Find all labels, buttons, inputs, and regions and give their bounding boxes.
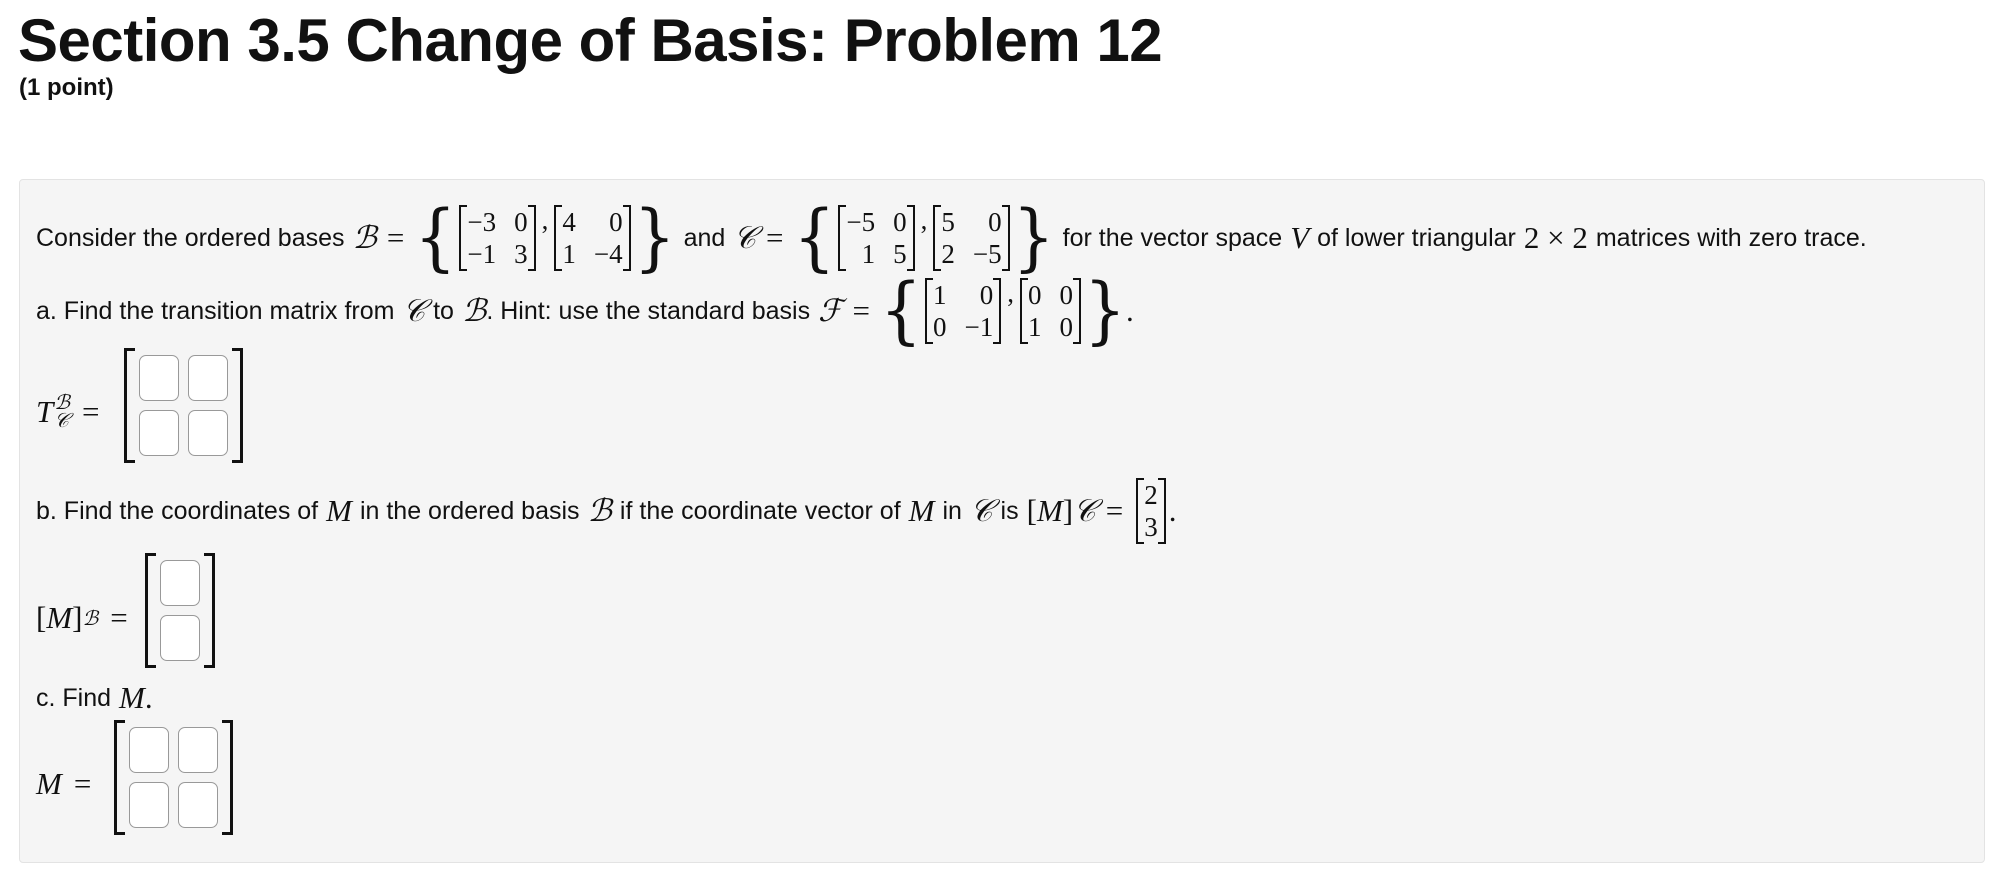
transition-matrix-label: T ℬ 𝒞 = [36, 392, 100, 432]
point-value: (1 point) [19, 74, 114, 101]
transition-matrix-answer [124, 348, 243, 463]
m-cell-1-2[interactable] [178, 727, 218, 773]
part-b-prefix: b. Find the coordinates of [36, 496, 319, 525]
m-cell-2-2[interactable] [178, 782, 218, 828]
basis-c-symbol: 𝒞 [733, 219, 756, 255]
intro-suffix-2: of lower triangular [1317, 223, 1516, 252]
dim-text: 2 × 2 [1523, 220, 1588, 255]
part-c-prefix: c. Find [36, 683, 112, 712]
part-a-line: a. Find the transition matrix from 𝒞 to ℬ . Hint: use the standard basis ℱ = { 1 0 0 −1 , 0 0 1 0 } . [36, 268, 1134, 353]
intro-suffix-1: for the vector space [1062, 223, 1283, 252]
t-cell-2-2[interactable] [188, 410, 228, 456]
space-symbol: V [1290, 220, 1310, 255]
part-a-hint: . Hint: use the standard basis [486, 296, 811, 325]
basis-c-matrix-2: 5 0 2 −5 [933, 205, 1009, 271]
m-cell-1-1[interactable] [129, 727, 169, 773]
basis-f-matrix-2: 0 0 1 0 [1020, 278, 1081, 344]
m-cell-2-1[interactable] [129, 782, 169, 828]
m-label: M = [36, 766, 92, 801]
mb-cell-1[interactable] [160, 560, 200, 606]
m-coord-b-answer [145, 553, 215, 668]
intro-line: Consider the ordered bases ℬ = { −3 0 −1 3 , 4 0 1 −4 } and 𝒞 = { −5 0 1 5 , 5 0 2 −5 } for the vector space V of lower triangular 2 × 2 matrices with zero trace. [36, 195, 1867, 280]
page-title: Section 3.5 Change of Basis: Problem 12 [18, 7, 1163, 74]
mb-cell-2[interactable] [160, 615, 200, 661]
m-coord-c-vector: 2 3 [1136, 478, 1166, 544]
m-coord-b-label: [ M ] ℬ = [36, 600, 128, 635]
part-b-line: b. Find the coordinates of M in the ordered basis ℬ if the coordinate vector of M in 𝒞 is [ M ] 𝒞 = 2 3 . [36, 480, 1177, 542]
and-text: and [683, 223, 726, 252]
part-a-prefix: a. Find the transition matrix from [36, 296, 395, 325]
part-c-line: c. Find M . [36, 680, 153, 715]
intro-suffix-3: matrices with zero trace. [1595, 223, 1867, 252]
left-brace: { [414, 195, 457, 280]
basis-c-matrix-1: −5 0 1 5 [838, 205, 914, 271]
basis-f-matrix-1: 1 0 0 −1 [925, 278, 1001, 344]
m-matrix-answer [114, 720, 233, 835]
t-cell-1-2[interactable] [188, 355, 228, 401]
basis-b-matrix-2: 4 0 1 −4 [554, 205, 630, 271]
intro-prefix: Consider the ordered bases [36, 223, 345, 252]
basis-b-matrix-1: −3 0 −1 3 [459, 205, 535, 271]
basis-b-symbol: ℬ [352, 220, 377, 255]
t-cell-2-1[interactable] [139, 410, 179, 456]
equals-sign: = [386, 220, 405, 255]
t-cell-1-1[interactable] [139, 355, 179, 401]
right-brace: } [633, 195, 676, 280]
basis-f-symbol: ℱ [818, 293, 843, 328]
